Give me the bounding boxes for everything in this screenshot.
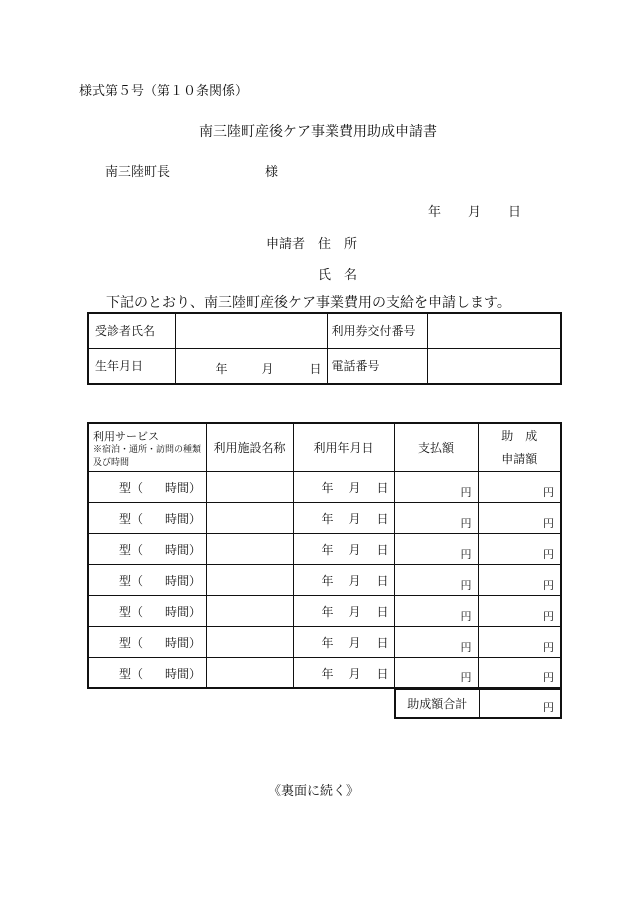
recipient-name-label: 受診者氏名	[88, 313, 175, 348]
use-date-field[interactable]	[293, 471, 394, 502]
service-type-unit: 型（	[119, 480, 144, 495]
payment-amount-field[interactable]: 円	[394, 471, 478, 502]
payment-header: 支払額	[394, 423, 478, 471]
service-hours-unit: 時間）	[165, 542, 202, 557]
service-hours-unit: 時間）	[165, 573, 202, 588]
applicant-info-table	[87, 312, 562, 385]
applicant-address-label: 住 所	[318, 237, 358, 252]
use-date-month-unit: 月	[348, 542, 361, 557]
phone-label: 電話番号	[327, 348, 427, 384]
voucher-number-label: 利用券交付番号	[327, 313, 427, 348]
use-date-month-unit: 月	[348, 573, 361, 588]
use-date-day-unit: 日	[376, 666, 389, 681]
use-date-field[interactable]	[293, 533, 394, 564]
date-day: 日	[508, 205, 522, 220]
service-type-unit: 型（	[119, 542, 144, 557]
date-year: 年	[428, 205, 442, 220]
use-date-month-unit: 月	[348, 604, 361, 619]
service-row	[88, 626, 561, 657]
service-type-unit: 型（	[119, 511, 144, 526]
use-date-year-unit: 年	[321, 511, 334, 526]
service-type-field[interactable]	[88, 471, 206, 502]
applicant-name-label: 氏 名	[318, 268, 358, 283]
facility-field[interactable]	[206, 626, 293, 657]
total-table	[394, 688, 562, 719]
service-row	[88, 471, 561, 502]
birth-date-field[interactable]	[175, 348, 327, 384]
use-date-year-unit: 年	[321, 635, 334, 650]
facility-field[interactable]	[206, 657, 293, 688]
payment-amount-field[interactable]: 円	[394, 626, 478, 657]
service-header	[88, 423, 206, 471]
recipient-name-field[interactable]	[175, 313, 327, 348]
use-date-field[interactable]	[293, 626, 394, 657]
subsidy-amount-field[interactable]: 円	[478, 626, 561, 657]
use-date-month-unit: 月	[348, 511, 361, 526]
addressee-name: 南三陸町長	[105, 165, 171, 180]
service-table	[87, 422, 562, 689]
use-date-day-unit: 日	[376, 480, 389, 495]
subsidy-header-line2: 申請額	[501, 452, 538, 467]
service-hours-unit: 時間）	[165, 480, 202, 495]
use-date-day-unit: 日	[376, 604, 389, 619]
service-hours-unit: 時間）	[165, 604, 202, 619]
service-header-label: 利用サービス	[93, 430, 159, 443]
birth-month-unit: 月	[261, 361, 274, 376]
service-row	[88, 502, 561, 533]
use-date-month-unit: 月	[348, 635, 361, 650]
use-date-day-unit: 日	[376, 542, 389, 557]
birth-year-unit: 年	[215, 361, 228, 376]
payment-amount-field[interactable]: 円	[394, 564, 478, 595]
subsidy-amount-field[interactable]: 円	[478, 471, 561, 502]
payment-amount-field[interactable]: 円	[394, 595, 478, 626]
use-date-month-unit: 月	[348, 666, 361, 681]
subsidy-amount-field[interactable]: 円	[478, 657, 561, 688]
service-type-field[interactable]	[88, 533, 206, 564]
continue-note: 《裏面に続く》	[268, 784, 360, 799]
facility-field[interactable]	[206, 595, 293, 626]
service-row	[88, 564, 561, 595]
form-number: 様式第５号（第１０条関係）	[79, 84, 249, 99]
service-hours-unit: 時間）	[165, 511, 202, 526]
document-title: 南三陸町産後ケア事業費用助成申請書	[199, 124, 437, 140]
birth-date-label: 生年月日	[88, 348, 175, 384]
service-row	[88, 595, 561, 626]
birth-day-unit: 日	[309, 361, 322, 376]
facility-field[interactable]	[206, 471, 293, 502]
date-header: 利用年月日	[293, 423, 394, 471]
total-label: 助成額合計	[395, 689, 479, 718]
subsidy-amount-field[interactable]: 円	[478, 564, 561, 595]
subsidy-amount-field[interactable]: 円	[478, 595, 561, 626]
payment-amount-field[interactable]: 円	[394, 657, 478, 688]
intro-text: 下記のとおり、南三陸町産後ケア事業費用の支給を申請します。	[106, 295, 511, 311]
use-date-field[interactable]	[293, 564, 394, 595]
facility-header: 利用施設名称	[206, 423, 293, 471]
service-row	[88, 533, 561, 564]
service-type-unit: 型（	[119, 604, 144, 619]
service-type-field[interactable]	[88, 564, 206, 595]
use-date-field[interactable]	[293, 657, 394, 688]
use-date-year-unit: 年	[321, 666, 334, 681]
service-type-field[interactable]	[88, 626, 206, 657]
service-row	[88, 657, 561, 688]
use-date-year-unit: 年	[321, 604, 334, 619]
use-date-year-unit: 年	[321, 480, 334, 495]
facility-field[interactable]	[206, 564, 293, 595]
voucher-number-field[interactable]	[427, 313, 561, 348]
facility-field[interactable]	[206, 533, 293, 564]
use-date-field[interactable]	[293, 595, 394, 626]
service-hours-unit: 時間）	[165, 635, 202, 650]
applicant-label: 申請者	[266, 237, 306, 252]
use-date-day-unit: 日	[376, 573, 389, 588]
service-hours-unit: 時間）	[165, 666, 202, 681]
subsidy-amount-field[interactable]: 円	[478, 533, 561, 564]
subsidy-header	[478, 423, 561, 471]
use-date-year-unit: 年	[321, 542, 334, 557]
payment-amount-field[interactable]: 円	[394, 533, 478, 564]
service-type-field[interactable]	[88, 595, 206, 626]
subsidy-header-line1: 助 成	[501, 429, 538, 444]
service-header-note: ※宿泊・通所・訪問の種類及び時間	[93, 445, 202, 468]
use-date-month-unit: 月	[348, 480, 361, 495]
payment-amount-field[interactable]: 円	[394, 502, 478, 533]
use-date-field[interactable]	[293, 502, 394, 533]
service-type-unit: 型（	[119, 666, 144, 681]
service-type-unit: 型（	[119, 635, 144, 650]
subsidy-amount-field[interactable]: 円	[478, 502, 561, 533]
facility-field[interactable]	[206, 502, 293, 533]
service-type-unit: 型（	[119, 573, 144, 588]
addressee-honorific: 様	[265, 165, 279, 180]
use-date-day-unit: 日	[376, 635, 389, 650]
date-month: 月	[468, 205, 482, 220]
phone-field[interactable]	[427, 348, 561, 384]
service-type-field[interactable]	[88, 502, 206, 533]
service-type-field[interactable]	[88, 657, 206, 688]
use-date-year-unit: 年	[321, 573, 334, 588]
use-date-day-unit: 日	[376, 511, 389, 526]
total-amount-field[interactable]: 円	[479, 689, 561, 718]
